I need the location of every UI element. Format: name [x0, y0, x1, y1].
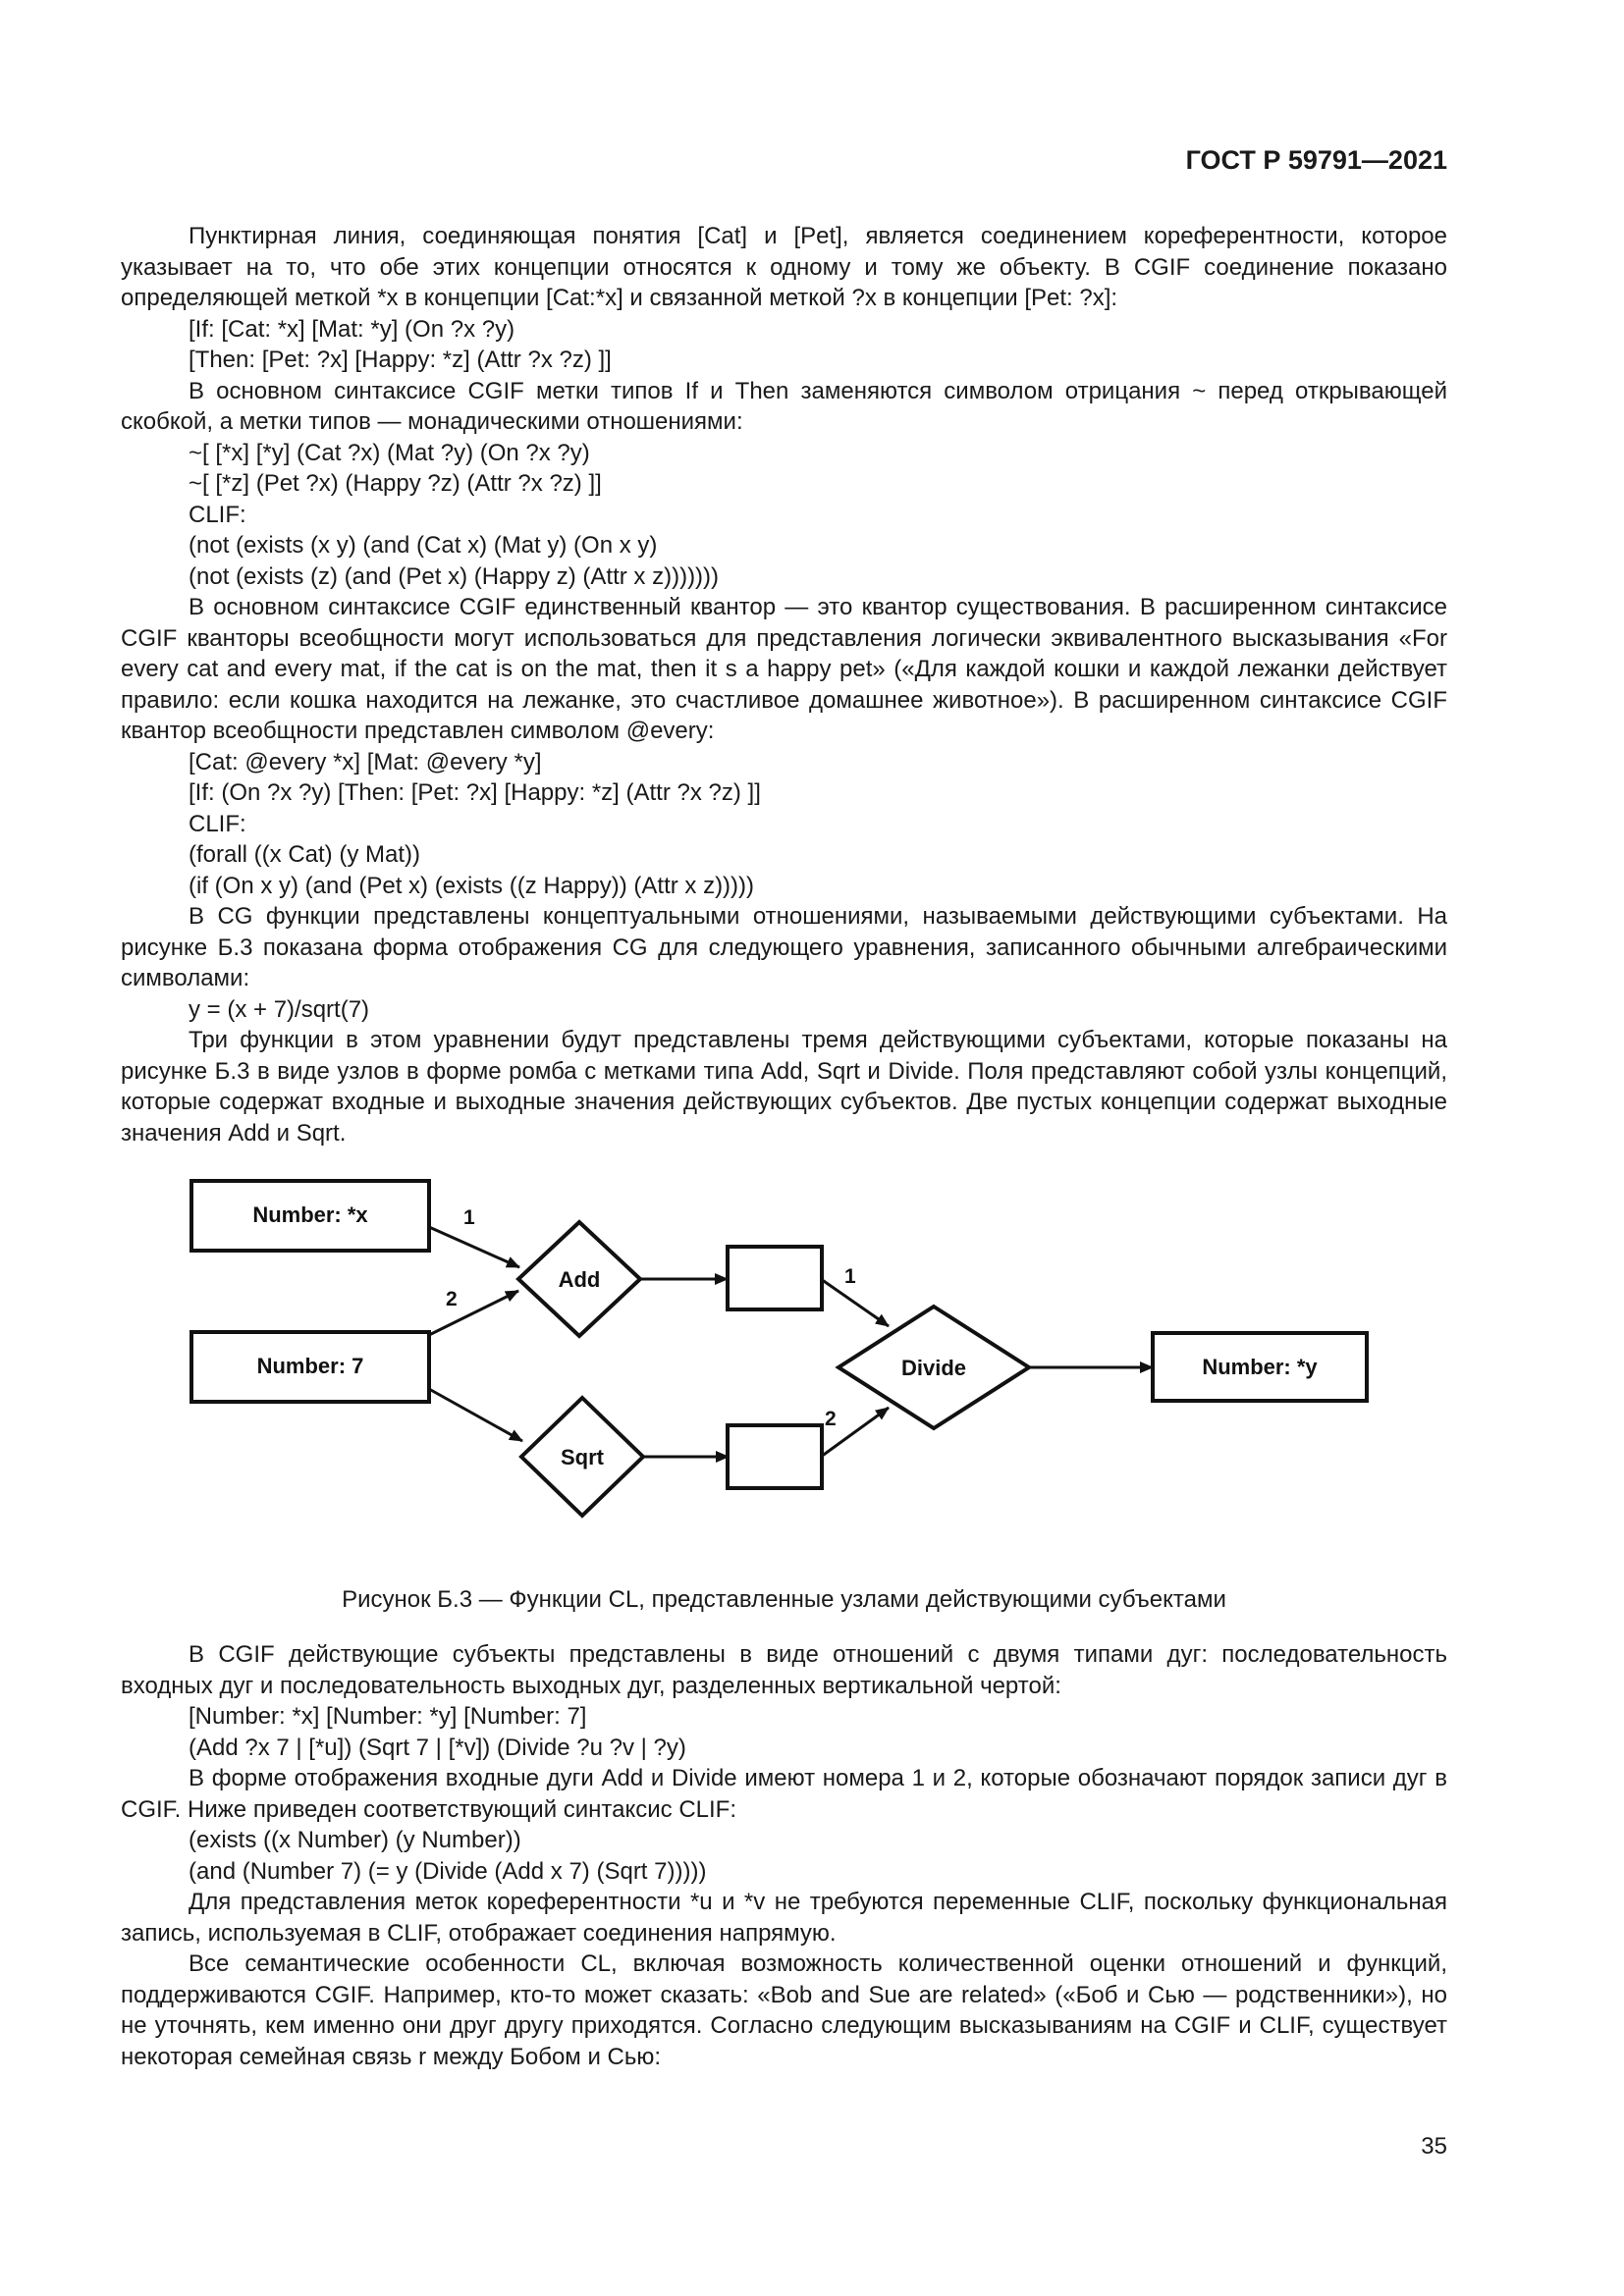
code-line: (Add ?x 7 | [*u]) (Sqrt 7 | [*v]) (Divide ?u ?v | ?y) — [189, 1734, 686, 1761]
code-line: y = (x + 7)/sqrt(7) — [189, 995, 370, 1023]
edge-seven-to-sqrt — [429, 1389, 522, 1441]
figure-b3-diagram — [177, 1168, 1394, 1580]
arc-label-sqrt-to-divide: 2 — [825, 1408, 837, 1430]
actor-sqrt-label: Sqrt — [561, 1445, 604, 1469]
page-number: 35 — [1421, 2133, 1447, 2160]
code-line: (exists ((x Number) (y Number)) — [189, 1827, 521, 1853]
code-line: CLIF: — [189, 501, 246, 528]
text-block-before-figure — [121, 221, 1447, 1148]
code-line: CLIF: — [189, 810, 246, 837]
paragraph: Три функции в этом уравнении будут представлены тремя действующими субъектами, которые показаны на рисунке Б.3 в виде узлов в форме ромба с метками типа Add, Sqrt и Divide. Поля представляют собой узлы концепций, которые содержат входные и выходные значения действующих субъектов. Две пустых концепции содержат выходные значения Add и Sqrt. — [121, 1027, 1447, 1147]
paragraph: Все семантические особенности CL, включая возможность количественной оценки отношений и функций, поддерживаются CGIF. Например, кто-то может сказать: «Bob and Sue are related» («Боб и Сью — родственники»), но не уточнять, кем именно они друг другу приходятся. Согласно следующим высказываниям на CGIF и CLIF, существует некоторая семейная связь r между Бобом и Сью: — [121, 1950, 1447, 2070]
code-line: (not (exists (z) (and (Pet x) (Happy z) (Attr x z))))))) — [189, 562, 720, 590]
paragraph: Пунктирная линия, соединяющая понятия [Cat] и [Pet], является соединением кореферентности, которое указывает на то, что обе этих концепции относятся к одному и тому же объекту. В CGIF соединение показано определяющей меткой *x в концепции [Cat:*x] и связанной меткой ?x в концепции [Pet: ?x]: — [121, 223, 1447, 311]
code-line: [Number: *x] [Number: *y] [Number: 7] — [189, 1703, 587, 1730]
actor-divide-label: Divide — [900, 1356, 967, 1380]
arc-label-seven-to-add: 2 — [446, 1288, 458, 1310]
code-line: [Cat: @every *x] [Mat: @every *y] — [189, 748, 542, 775]
actor-add-label: Add — [558, 1267, 601, 1292]
code-line: (if (On x y) (and (Pet x) (exists ((z Happy)) (Attr x z))))) — [189, 872, 755, 899]
paragraph: Для представления меток кореферентности *u и *v не требуются переменные CLIF, поскольку функциональная запись, используемая в CLIF, отображает соединения напрямую. — [121, 1889, 1447, 1947]
code-line: ~[ [*x] [*y] (Cat ?x) (Mat ?y) (On ?x ?y) — [189, 439, 590, 466]
concept-number-y-label: Number: *y — [1202, 1355, 1318, 1379]
code-line: ~[ [*z] (Pet ?x) (Happy ?z) (Attr ?x ?z) ]] — [189, 470, 602, 497]
edge-x-to-add — [429, 1227, 519, 1267]
concept-number-x-label: Number: *x — [252, 1202, 368, 1227]
actor-diagram — [177, 1168, 1394, 1580]
edge-seven-to-add — [429, 1291, 518, 1335]
paragraph: В основном синтаксисе CGIF единственный квантор — это квантор существования. В расширенном синтаксисе CGIF кванторы всеобщности могут использоваться для представления логически эквивалентного высказывания «For every cat and every mat, if the cat is on the mat, then it s a happy pet» («Для каждой кошки и каждой лежанки действует правило: если кошка находится на лежанке, это счастливое домашнее животное»). В расширенном синтаксисе CGIF квантор всеобщности представлен символом @every: — [121, 594, 1447, 744]
standard-designation: ГОСТ Р 59791—2021 — [1185, 145, 1447, 175]
code-line: (not (exists (x y) (and (Cat x) (Mat y) (On x y) — [189, 532, 658, 559]
code-line: (and (Number 7) (= y (Divide (Add x 7) (Sqrt 7))))) — [189, 1857, 707, 1885]
paragraph: В основном синтаксисе CGIF метки типов If и Then заменяются символом отрицания ~ перед открывающей скобкой, а метки типов — монадическими отношениями: — [121, 377, 1447, 435]
code-line: [If: [Cat: *x] [Mat: *y] (On ?x ?y) — [189, 315, 515, 343]
code-line: [Then: [Pet: ?x] [Happy: *z] (Attr ?x ?z) ]] — [189, 347, 612, 373]
text-block-after-figure — [121, 1639, 1447, 2072]
concept-empty-sqrt-output — [728, 1425, 822, 1488]
paragraph: В CG функции представлены концептуальными отношениями, называемыми действующими субъектами. На рисунке Б.3 показана форма отображения CG для следующего уравнения, записанного обычными алгебраическими символами: — [121, 903, 1447, 991]
code-line: [If: (On ?x ?y) [Then: [Pet: ?x] [Happy: *z] (Attr ?x ?z) ]] — [189, 779, 761, 806]
concept-empty-add-output — [728, 1247, 822, 1309]
paragraph: В форме отображения входные дуги Add и Divide имеют номера 1 и 2, которые обозначают порядок записи дуг в CGIF. Ниже приведен соответствующий синтаксис CLIF: — [121, 1765, 1447, 1823]
paragraph: В CGIF действующие субъекты представлены в виде отношений с двумя типами дуг: последовательность входных дуг и последовательность выходных дуг, разделенных вертикальной чертой: — [121, 1641, 1447, 1699]
concept-number-7-label: Number: 7 — [256, 1354, 364, 1378]
code-line: (forall ((x Cat) (y Mat)) — [189, 841, 420, 868]
arc-label-x-to-add: 1 — [463, 1206, 475, 1229]
figure-caption: Рисунок Б.3 — Функции CL, представленные узлами действующими субъектами — [342, 1586, 1226, 1613]
arc-label-add-to-divide: 1 — [844, 1265, 856, 1288]
